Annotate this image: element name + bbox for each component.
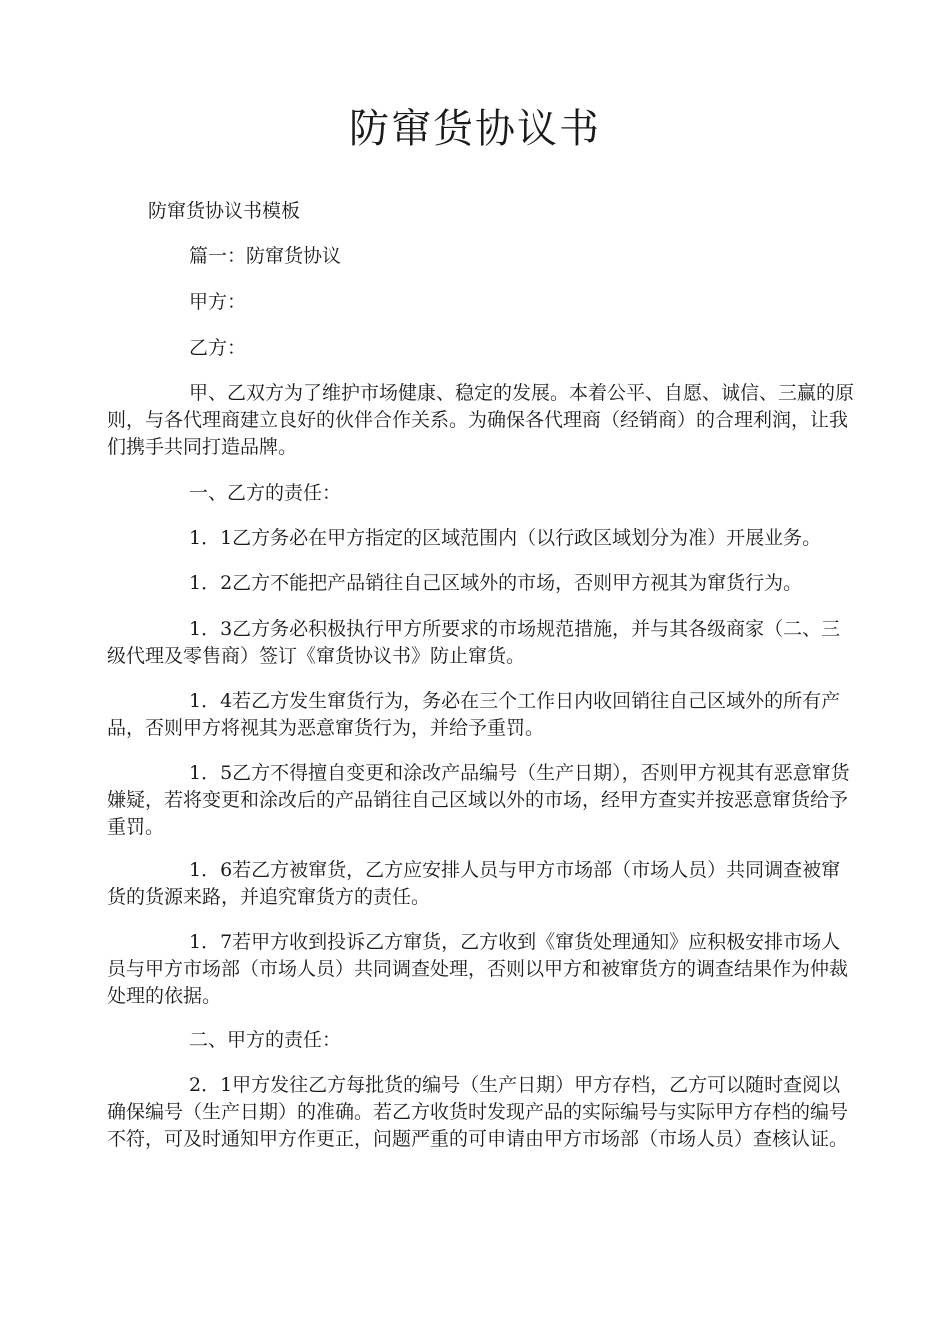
clause-1-2: 1．2乙方不能把产品销往自己区域外的市场，否则甲方视其为窜货行为。 <box>189 572 803 594</box>
clause-2-1: 2．1甲方发往乙方每批货的编号（生产日期）甲方存档，乙方可以随时查阅以确保编号（生产日期）的准确。若乙方收货时发现产品的实际编号与实际甲方存档的编号不符，可及时通知甲方作更正，问题严重的可申请由甲方市场部（市场人员）查核认证。 <box>107 1074 849 1150</box>
section-2-heading: 二、甲方的责任： <box>189 1029 342 1051</box>
clause-1-1: 1．1乙方务必在甲方指定的区域范围内（以行政区域划分为准）开展业务。 <box>189 527 822 549</box>
document-title: 防窜货协议书 <box>349 106 601 152</box>
section-1-heading: 一、乙方的责任： <box>189 482 342 504</box>
party-a-label: 甲方： <box>189 291 247 313</box>
clause-1-6: 1．6若乙方被窜货，乙方应安排人员与甲方市场部（市场人员）共同调查被窜货的货源来路，并追究窜货方的责任。 <box>107 859 841 908</box>
document-subtitle: 防窜货协议书模板 <box>148 200 301 222</box>
clause-1-4: 1．4若乙方发生窜货行为，务必在三个工作日内收回销往自己区域外的所有产品，否则甲方将视其为恶意窜货行为，并给予重罚。 <box>107 690 841 739</box>
chapter-heading: 篇一：防窜货协议 <box>189 245 342 267</box>
intro-paragraph: 甲、乙双方为了维护市场健康、稳定的发展。本着公平、自愿、诚信、三赢的原则，与各代理商建立良好的伙伴合作关系。为确保各代理商（经销商）的合理利润，让我们携手共同打造品牌。 <box>107 382 855 458</box>
party-b-label: 乙方： <box>189 337 247 359</box>
clause-1-3: 1．3乙方务必积极执行甲方所要求的市场规范措施，并与其各级商家（二、三级代理及零售商）签订《窜货协议书》防止窜货。 <box>107 618 841 667</box>
clause-1-7: 1．7若甲方收到投诉乙方窜货，乙方收到《窜货处理通知》应积极安排市场人员与甲方市场部（市场人员）共同调查处理，否则以甲方和被窜货方的调查结果作为仲裁处理的依据。 <box>107 931 849 1007</box>
clause-1-5: 1．5乙方不得擅自变更和涂改产品编号（生产日期），否则甲方视其有恶意窜货嫌疑，若将变更和涂改后的产品销往自己区域以外的市场，经甲方查实并按恶意窜货给予重罚。 <box>107 762 850 838</box>
